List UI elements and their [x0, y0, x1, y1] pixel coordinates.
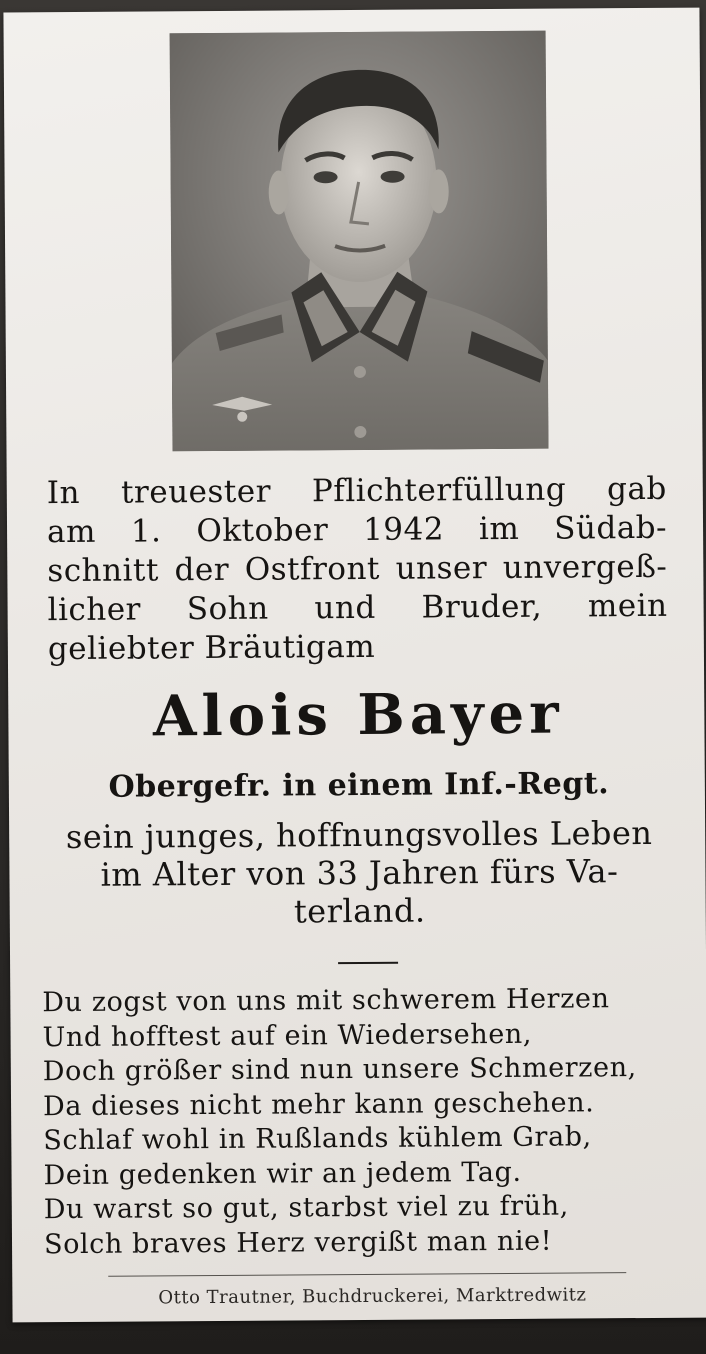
body-line: im Alter von 33 Jahren fürs Va-	[100, 852, 619, 894]
divider-line	[338, 962, 398, 964]
military-rank: Obergefr. in einem Inf.-Regt.	[108, 766, 610, 805]
footer-rule	[108, 1272, 626, 1277]
intro-line: In treuester Pflichterfüllung gab	[46, 470, 667, 512]
intro-line: schnitt der Ostfront unser unvergeß-	[47, 548, 668, 590]
poem-line: Doch größer sind nun unsere Schmerzen,	[42, 1052, 637, 1088]
body-text	[49, 814, 670, 932]
poem-line: Solch braves Herz vergißt man nie!	[43, 1225, 553, 1260]
poem-line: Dein gedenken wir an jedem Tag.	[43, 1156, 522, 1191]
poem-line: Und hofftest auf ein Wiedersehen,	[42, 1018, 533, 1053]
poem-line: Schlaf wohl in Rußlands kühlem Grab,	[43, 1121, 592, 1157]
intro-line: geliebter Bräutigam	[47, 628, 376, 668]
memorial-card	[3, 8, 706, 1323]
portrait-photo	[170, 31, 549, 452]
memorial-poem	[42, 982, 684, 1262]
poem-line: Du zogst von uns mit schwerem Herzen	[42, 983, 610, 1019]
poem-line: Du warst so gut, starbst viel zu früh,	[43, 1190, 569, 1226]
intro-text	[47, 470, 668, 669]
body-line: terland.	[293, 891, 426, 931]
soldier-portrait-image	[170, 31, 549, 452]
printer-credit: Otto Trautner, Buchdruckerei, Marktredwitz	[158, 1284, 587, 1309]
intro-line: am 1. Oktober 1942 im Südab-	[46, 509, 668, 551]
deceased-name: Alois Bayer	[152, 680, 564, 750]
poem-line: Da dieses nicht mehr kann geschehen.	[42, 1086, 595, 1122]
body-line: sein junges, hoffnungsvolles Leben	[65, 813, 653, 857]
intro-line: licher Sohn und Bruder, mein	[47, 587, 668, 629]
